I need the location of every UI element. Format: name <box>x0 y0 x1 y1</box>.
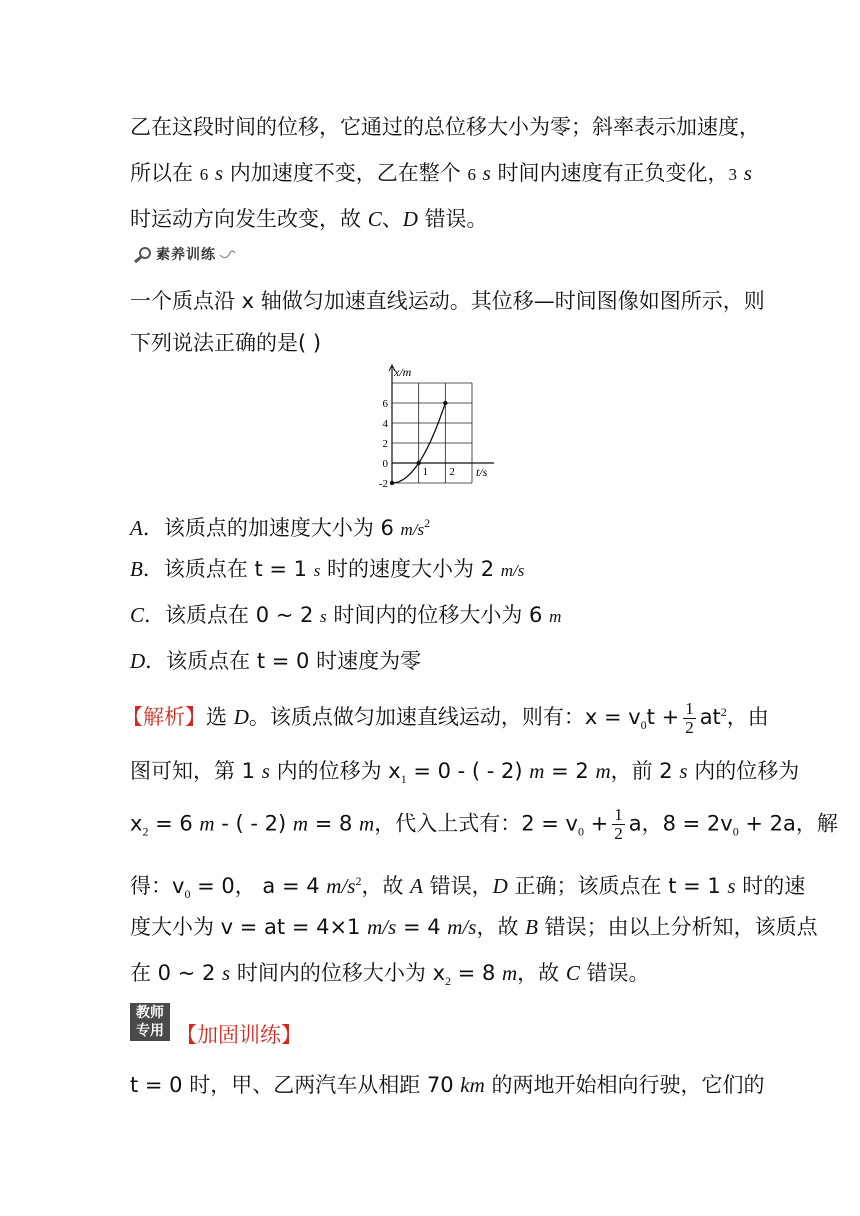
num: 3 <box>728 165 737 184</box>
para-line-3 <box>130 204 488 234</box>
denominator: 2 <box>614 824 623 843</box>
subscript: 1 <box>400 772 407 787</box>
unit: m <box>595 759 611 783</box>
superscript: 2 <box>424 516 431 530</box>
subscript: 2 <box>142 824 149 839</box>
option-d[interactable] <box>130 646 421 676</box>
unit: s <box>679 759 688 783</box>
var: D <box>402 207 418 231</box>
analysis-line-3 <box>130 806 838 847</box>
badge-line-2: 专用 <box>136 1023 164 1039</box>
superscript: 2 <box>720 705 727 719</box>
badge-label: 素养训练 <box>156 247 216 263</box>
option-c[interactable] <box>130 600 561 632</box>
text: 图可知，第 1 <box>130 759 262 783</box>
unit: s <box>214 161 224 185</box>
text: - ( - 2) <box>214 811 293 836</box>
var: D <box>233 705 249 729</box>
option-letter: C <box>130 603 145 627</box>
text: 时运动方向发生改变，故 <box>130 207 361 231</box>
option-text: ．该质点的加速度大小为 6 <box>142 516 401 540</box>
analysis-line-5 <box>130 912 818 942</box>
section-title <box>176 1020 302 1050</box>
analysis-line-1 <box>122 697 769 740</box>
data-point <box>390 481 394 485</box>
y-tick-label: 0 <box>382 458 388 470</box>
option-text: ．该质点在 0 ~ 2 <box>144 603 321 627</box>
analysis-tag: 【解析】 <box>122 705 206 729</box>
text: ，由 <box>726 705 769 729</box>
option-letter: B <box>130 557 143 581</box>
y-tick-label: 2 <box>382 438 388 450</box>
text: 错误。 <box>424 207 488 231</box>
text: t = 0 时，甲、乙两汽车从相距 70 <box>130 1073 461 1097</box>
x-axis-label: t/s <box>476 465 488 479</box>
numerator: 1 <box>685 698 694 718</box>
text: 内的位移为 x <box>269 759 401 783</box>
unit: m <box>529 759 545 783</box>
analysis-line-6 <box>130 958 650 996</box>
text: t + <box>646 705 680 729</box>
text: 一个质点沿 x 轴做匀加速直线运动。其位移—时间图像如图所示，则 <box>130 289 765 313</box>
text: 在 0 ~ 2 <box>130 961 223 985</box>
numerator: 1 <box>614 805 623 824</box>
text: = 6 <box>148 811 200 836</box>
text: 【加固训练】 <box>176 1023 302 1047</box>
unit: m/s <box>367 915 397 939</box>
option-text: ．该质点在 t = 1 <box>142 557 314 581</box>
unit: s <box>222 961 231 985</box>
subscript: 0 <box>732 824 739 839</box>
text: 、 <box>381 207 403 231</box>
unit: m <box>199 811 215 836</box>
option-text: 时间内的位移大小为 6 <box>326 603 550 627</box>
text: 下列说法正确的是( ) <box>130 331 322 355</box>
para-line-1 <box>130 112 760 142</box>
text: a，8 = 2v <box>628 811 733 836</box>
unit: m/s <box>500 561 525 580</box>
teacher-exclusive-badge <box>130 1003 170 1041</box>
subscript: 0 <box>640 718 647 733</box>
unit: m/s <box>326 874 356 898</box>
badge-suyang-training <box>132 244 236 264</box>
text: 错误；由以上分析知，该质点 <box>537 915 818 939</box>
unit: km <box>460 1073 485 1097</box>
text: at <box>699 705 721 729</box>
text: 正确；该质点在 t = 1 <box>507 874 728 898</box>
superscript: 2 <box>355 874 362 888</box>
fraction <box>683 700 696 737</box>
text: ，故 <box>476 915 526 939</box>
unit: s <box>261 759 270 783</box>
var: C <box>565 961 580 985</box>
unit: m <box>501 961 518 985</box>
data-point <box>443 401 447 405</box>
option-b[interactable] <box>130 554 524 586</box>
unit: m/s <box>447 915 477 939</box>
text: 内加速度不变，乙在整个 <box>229 161 461 185</box>
unit: s <box>743 161 752 185</box>
text: 错误， <box>422 874 493 898</box>
unit: m <box>292 811 309 836</box>
text: 。该质点做匀加速直线运动，则有：x = v <box>248 705 641 729</box>
unit: m <box>549 607 562 626</box>
text: 得：v <box>130 874 185 898</box>
text: 乙在这段时间的位移，它通过的总位移大小为零；斜率表示加速度， <box>130 115 760 139</box>
displacement-time-chart <box>368 362 508 494</box>
subscript: 2 <box>445 974 451 989</box>
magnifier-icon <box>132 245 154 263</box>
text: 所以在 <box>130 161 193 185</box>
chart-marks <box>379 398 455 490</box>
y-axis-label: x/m <box>394 365 412 379</box>
para-line-2 <box>130 158 752 190</box>
analysis-line-4 <box>130 866 805 909</box>
text: = 8 <box>451 961 502 985</box>
text: = 2 <box>544 759 596 783</box>
unit: m/s <box>400 520 425 539</box>
text: = 4 <box>396 915 448 939</box>
problem-line <box>130 1070 764 1100</box>
text: 度大小为 v = at = 4×1 <box>130 915 368 939</box>
num: 6 <box>467 165 476 184</box>
unit: s <box>482 161 491 185</box>
unit: s <box>320 607 327 626</box>
subscript: 0 <box>577 824 584 839</box>
text: 的两地开始相向行驶，它们的 <box>484 1073 765 1097</box>
x-tick-label: 1 <box>422 466 429 478</box>
unit: s <box>313 561 321 580</box>
text: 时间内速度有正负变化， <box>497 161 729 185</box>
text: + 2a，解 <box>738 811 838 836</box>
y-tick-label: 4 <box>382 418 388 430</box>
option-text: ．该质点在 t = 0 时速度为零 <box>145 649 422 673</box>
unit: s <box>727 874 736 898</box>
text: = 8 <box>308 811 360 836</box>
text: 选 <box>206 705 234 729</box>
y-tick-label: 6 <box>382 398 388 410</box>
curl-decoration-icon <box>218 247 236 261</box>
fraction <box>612 806 625 843</box>
text: ，代入上式有：2 = v <box>374 811 578 836</box>
text: 时间内的位移大小为 x <box>230 961 445 985</box>
y-tick-label: -2 <box>378 478 388 490</box>
var: D <box>492 874 508 898</box>
option-letter: D <box>130 649 146 673</box>
var: B <box>525 915 538 939</box>
data-point <box>416 461 420 465</box>
var: A <box>410 874 423 898</box>
text: = 0 - ( - 2) <box>406 759 530 783</box>
text: x <box>130 811 143 836</box>
text: ，故 <box>361 874 411 898</box>
question-line-2 <box>130 328 321 358</box>
option-letter: A <box>130 516 143 540</box>
unit: m <box>359 811 375 836</box>
question-line-1 <box>130 286 765 316</box>
text: 时的速 <box>735 874 806 898</box>
x-tick-label: 2 <box>449 466 455 478</box>
analysis-line-2 <box>130 756 799 794</box>
num: 6 <box>199 165 209 184</box>
text: ，故 <box>517 961 566 985</box>
text: = 0， a = 4 <box>190 874 327 898</box>
subscript: 0 <box>184 887 191 902</box>
text: 错误。 <box>579 961 650 985</box>
badge-line-1: 教师 <box>136 1005 164 1021</box>
denominator: 2 <box>685 717 694 737</box>
option-a[interactable] <box>130 508 430 545</box>
text: + <box>583 811 609 836</box>
var: C <box>367 207 382 231</box>
text: ，前 2 <box>610 759 680 783</box>
text: 内的位移为 <box>687 759 800 783</box>
option-text: 时的速度大小为 2 <box>320 557 501 581</box>
